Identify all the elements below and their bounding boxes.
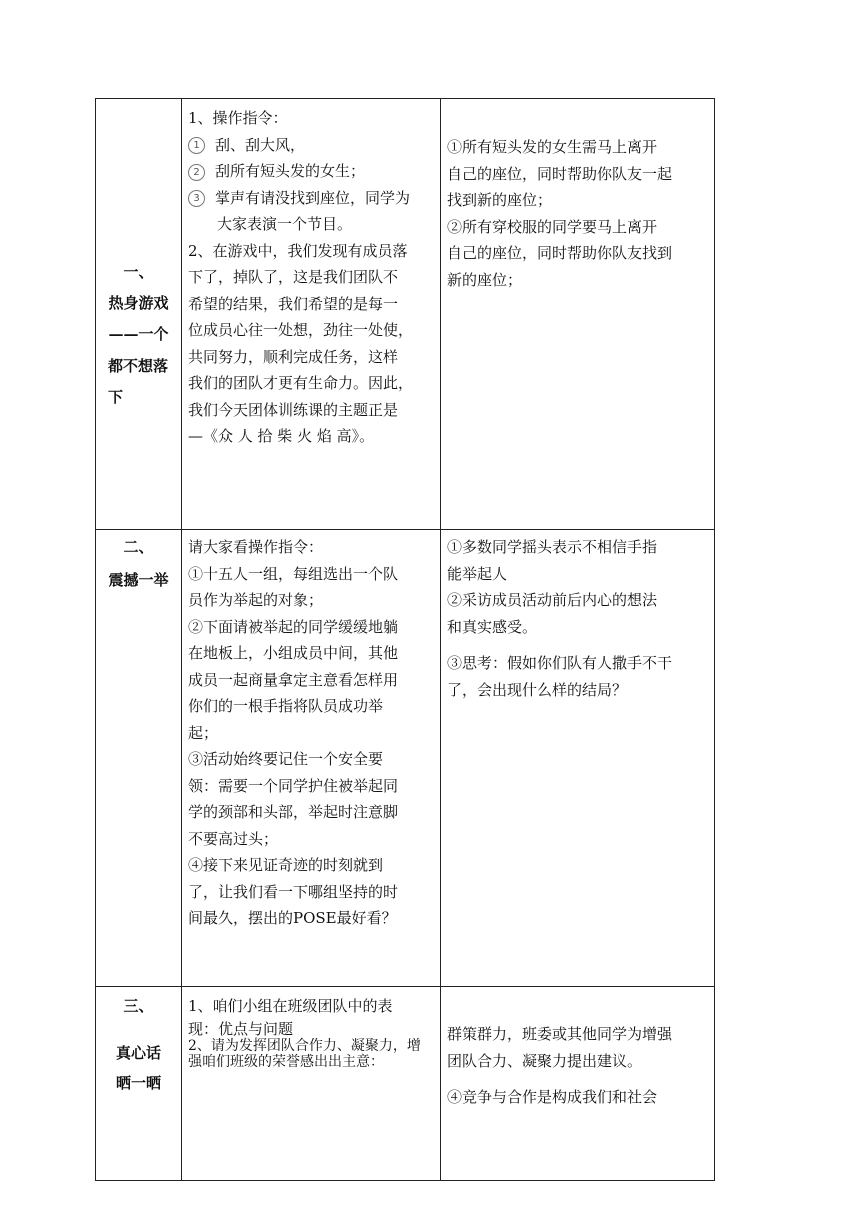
text-line: 起；: [188, 723, 219, 742]
section-title-cell: [96, 987, 182, 1181]
text-line: 1、咱们小组在班级团队中的表: [188, 997, 393, 1015]
section-number: 二、: [123, 538, 154, 556]
text-line: 你们的一根手指将队员成功举: [188, 697, 384, 715]
text-line: ④竞争与合作是构成我们和社会: [447, 1088, 658, 1106]
section-title-line: 晒一晒: [115, 1074, 161, 1092]
text-line: 自己的座位，同时帮助你队友找到: [447, 244, 673, 262]
text-line: ②所有穿校服的同学要马上离开: [447, 217, 658, 236]
text-line: 能举起人: [447, 564, 508, 583]
section-title: 震撼一举: [108, 570, 169, 589]
section-title-cell: [96, 530, 182, 987]
text-line: 员作为举起的对象；: [188, 591, 324, 609]
text-line: ①多数同学摇头表示不相信手指: [447, 538, 658, 556]
text-line: 团队合力、凝聚力提出建议。: [447, 1051, 643, 1070]
text-block-small: 2、请为发挥团队合作力、凝聚力，增强咱们班级的荣誉感出出主意：: [188, 1037, 421, 1070]
step-item: 1 刮、刮大风，: [188, 132, 434, 159]
text-line: 不要高过头；: [188, 829, 279, 848]
text-line: 希望的结果，我们希望的是每一: [188, 294, 399, 313]
text-line: 我们的团队才更有生命力。因此，: [188, 374, 414, 392]
operation-cell: [182, 530, 441, 987]
section-row-3: [96, 987, 715, 1181]
text-line: 我们今天团体训练课的主题正是: [188, 400, 399, 419]
text-line: 位成员心往一处想，劲往一处使，: [188, 321, 414, 339]
text-line: ②下面请被举起的同学缓缓地躺: [188, 617, 399, 636]
step-item: 2 刮所有短头发的女生；: [188, 158, 434, 185]
section-number: 一、: [123, 263, 154, 281]
text-line: 了，让我们看一下哪组坚持的时: [188, 882, 399, 901]
text-line: 现：优点与问题: [188, 1019, 294, 1038]
steps-heading: 1、操作指令：: [188, 109, 288, 127]
text-line: 学的颈部和头部，举起时注意脚: [188, 803, 399, 821]
section-title-line: 真心话: [115, 1043, 161, 1062]
text-line: ①十五人一组，每组选出一个队: [188, 564, 399, 583]
text-line: 请大家看操作指令：: [188, 538, 324, 556]
result-cell: [441, 99, 715, 530]
text-line: 成员一起商量拿定主意看怎样用: [188, 670, 399, 689]
section-title-line: 下: [108, 388, 124, 406]
text-line: 找到新的座位；: [447, 191, 553, 209]
result-cell: [441, 987, 715, 1181]
lesson-plan-table: [95, 98, 715, 1181]
operation-cell: [182, 99, 441, 530]
text-line: 和真实感受。: [447, 617, 538, 636]
section-title-line: ——一个: [108, 325, 169, 343]
step-item: 3 掌声有请没找到座位，同学为: [188, 185, 434, 212]
text-line: 新的座位；: [447, 270, 523, 289]
section-title-line: 都不想落: [108, 356, 169, 375]
text-line: 自己的座位，同时帮助你队友一起: [447, 164, 673, 183]
section-title-line: 热身游戏: [108, 293, 169, 312]
circled-number: 2: [188, 164, 205, 181]
text-line: 在地板上，小组成员中间，其他: [188, 644, 399, 662]
text-line: 2、在游戏中，我们发现有成员落: [188, 241, 408, 260]
result-cell: [441, 530, 715, 987]
text-line: 群策群力，班委或其他同学为增强: [447, 1025, 673, 1043]
text-line: 领：需要一个同学护住被举起同: [188, 776, 399, 795]
text-line: 下了，掉队了，这是我们团队不: [188, 268, 399, 286]
circled-number: 1: [188, 137, 205, 154]
operation-cell: [182, 987, 441, 1181]
section-title-cell: [96, 99, 182, 530]
text-line: ③思考：假如你们队有人撒手不干: [447, 654, 673, 672]
text-line: —《众 人 拾 柴 火 焰 高》。: [188, 427, 375, 445]
text-line: ①所有短头发的女生需马上离开: [447, 138, 658, 156]
text-line: ③活动始终要记住一个安全要: [188, 750, 384, 768]
text-line: 了，会出现什么样的结局？: [447, 680, 628, 699]
section-number: 三、: [123, 997, 154, 1015]
text-line: ②采访成员活动前后内心的想法: [447, 591, 658, 609]
section-row-2: [96, 530, 715, 987]
step-continuation: 大家表演一个节目。: [217, 215, 353, 233]
text-line: 共同努力，顺利完成任务，这样: [188, 347, 399, 366]
text-line: ④接下来见证奇迹的时刻就到: [188, 856, 384, 874]
section-row-1: [96, 99, 715, 530]
text-line: 间最久，摆出的POSE最好看？: [188, 909, 397, 927]
circled-number: 3: [188, 190, 205, 207]
